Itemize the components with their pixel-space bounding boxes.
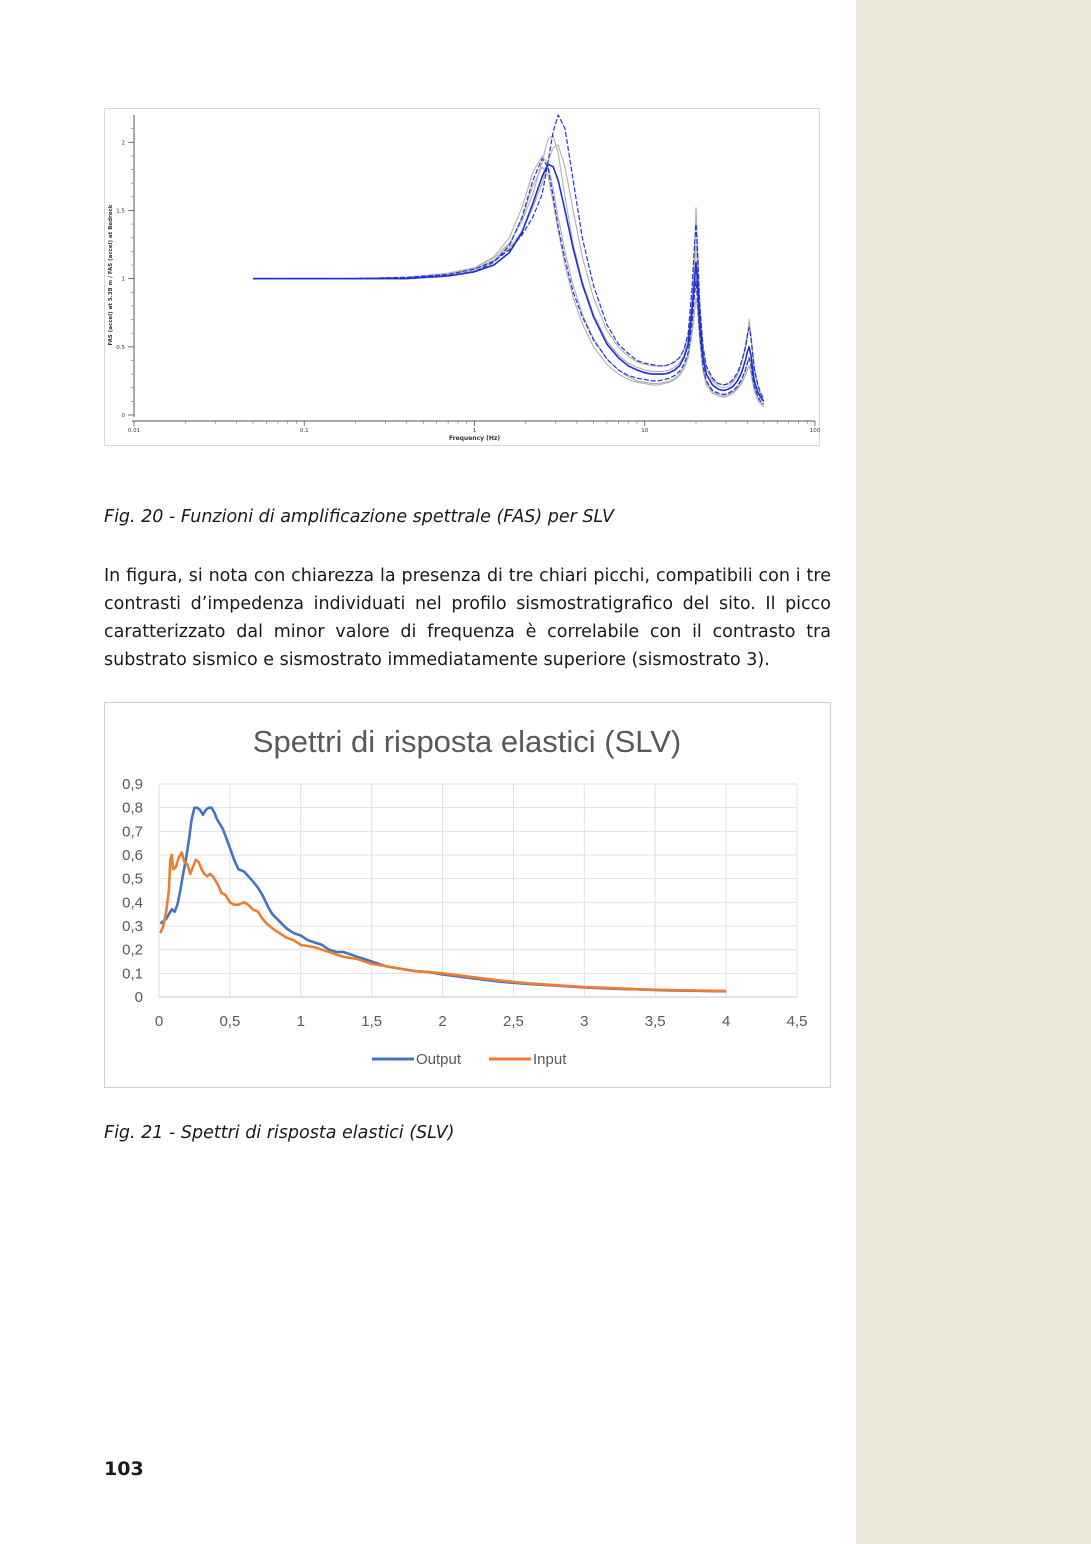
- page-number: 103: [104, 1458, 144, 1480]
- sr-legend-label: Input: [533, 1051, 567, 1068]
- fas-x-tick-label: 10: [641, 428, 649, 434]
- fas-x-tick-label: 0.01: [127, 428, 141, 434]
- sr-x-tick-label: 2,5: [503, 1013, 524, 1030]
- sr-x-tick-label: 1: [296, 1013, 305, 1030]
- page-side-band: [856, 0, 1091, 1544]
- fas-chart-frame: [105, 109, 820, 446]
- fas-y-axis-label: FAS (accel) at 5.38 m / FAS (accel) at Bedrock: [108, 204, 114, 346]
- fas-x-tick-label: 1: [472, 428, 477, 434]
- sr-y-tick-label: 0,7: [122, 823, 143, 841]
- sr-x-tick-label: 0: [154, 1013, 164, 1030]
- sr-x-tick-label: 4,5: [786, 1013, 808, 1030]
- sr-y-tick-label: 0,9: [122, 776, 143, 793]
- sr-y-tick-label: 0,4: [122, 894, 143, 912]
- body-paragraph: In figura, si nota con chiarezza la presenza di tre chiari picchi, compatibili con i tre contrasti d’impedenza individuati nel profilo sismostratigrafico del sito. Il picco caratterizzato dal minor valore di frequenza è correlabile con il contrasto tra substrato sismico e sismostrato immediatamente superiore (sismostrato 3).: [104, 566, 831, 670]
- sr-y-tick-label: 0: [134, 989, 143, 1006]
- fig21-caption: Fig. 21 - Spettri di risposta elastici (SLV): [104, 1123, 455, 1143]
- sr-y-tick-label: 0,2: [122, 941, 143, 959]
- sr-legend-label: Output: [416, 1051, 462, 1068]
- sr-x-tick-label: 3,5: [644, 1013, 666, 1030]
- sr-y-tick-label: 0,8: [122, 799, 143, 817]
- fas-y-tick-label: 0.5: [116, 344, 125, 351]
- fas-chart: [104, 108, 822, 448]
- sr-x-tick-label: 4: [721, 1013, 731, 1030]
- fas-x-tick-label: 0.1: [299, 428, 309, 434]
- fas-y-tick-label: 1: [121, 276, 125, 283]
- sr-y-tick-label: 0,3: [122, 918, 143, 935]
- sr-x-tick-label: 2: [438, 1013, 447, 1030]
- fas-y-tick-label: 0: [121, 413, 125, 419]
- fas-y-tick-label: 2: [121, 140, 125, 147]
- sr-x-tick-label: 0,5: [219, 1013, 241, 1030]
- sr-x-tick-label: 3: [580, 1013, 589, 1030]
- sr-y-tick-label: 0,5: [122, 870, 143, 888]
- sr-y-tick-label: 0,1: [122, 965, 143, 983]
- response-spectra-chart: [104, 702, 832, 1089]
- sr-x-tick-label: 1,5: [361, 1013, 383, 1030]
- fig20-caption: Fig. 20 - Funzioni di amplificazione spettrale (FAS) per SLV: [104, 507, 614, 527]
- fas-x-axis-label: Frequency (Hz): [448, 435, 501, 442]
- fas-x-tick-label: 100: [809, 428, 821, 434]
- fas-y-tick-label: 1.5: [116, 208, 125, 215]
- sr-chart-title: Spettri di risposta elastici (SLV): [252, 724, 682, 759]
- sr-y-tick-label: 0,6: [122, 847, 143, 864]
